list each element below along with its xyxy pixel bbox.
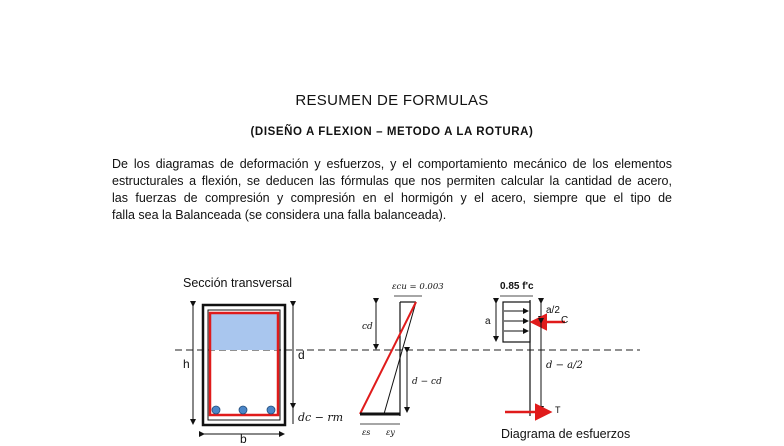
stress-block	[503, 302, 530, 342]
b-label: b	[240, 432, 247, 446]
h-label: h	[183, 357, 190, 371]
rebar	[267, 406, 275, 414]
doc-subtitle: (DISEÑO A FLEXION – METODO A LA ROTURA)	[250, 126, 534, 138]
compression-zone	[210, 313, 278, 350]
strain-line	[360, 302, 416, 414]
paragraph-line: De los diagramas de deformación y esfuerzos, y el comportamiento mecánico de los elementos	[112, 157, 672, 171]
cd-label: cd	[362, 322, 373, 332]
paragraph-line: estructurales a flexión, se deducen las fórmulas que nos permiten calcular la cantidad de acero,	[112, 174, 672, 188]
strain-es-label: εs	[362, 428, 371, 437]
strain-ey-label: εy	[386, 428, 395, 437]
strain-diagram	[360, 296, 422, 424]
section-label: Sección transversal	[183, 276, 293, 290]
t-force-label: T	[555, 405, 561, 415]
fc-label: 0.85 f'c	[500, 281, 534, 292]
paragraph-line: falla sea la Balanceada (se considera una falla balanceada).	[112, 208, 447, 222]
paragraph-line: las fuerzas de compresión y compresión en el hormigón y el acero, siempre que el tipo de	[112, 191, 672, 205]
a-label: a	[485, 316, 491, 327]
rebar	[239, 406, 247, 414]
strain-top-label: εcu = 0.003	[392, 282, 444, 292]
d-label: d	[298, 348, 305, 362]
cross-section	[193, 305, 293, 434]
a-half-label: a/2	[546, 305, 560, 316]
c-force-label: C	[561, 315, 569, 326]
stress-label: Diagrama de esfuerzos	[501, 427, 631, 441]
d-minus-cd-label: d − cd	[412, 377, 442, 387]
rebar	[212, 406, 220, 414]
doc-title: RESUMEN DE FORMULAS	[295, 92, 489, 109]
dc-label: dc − rm	[298, 411, 344, 424]
lever-arm-label: d − a/2	[546, 360, 583, 371]
